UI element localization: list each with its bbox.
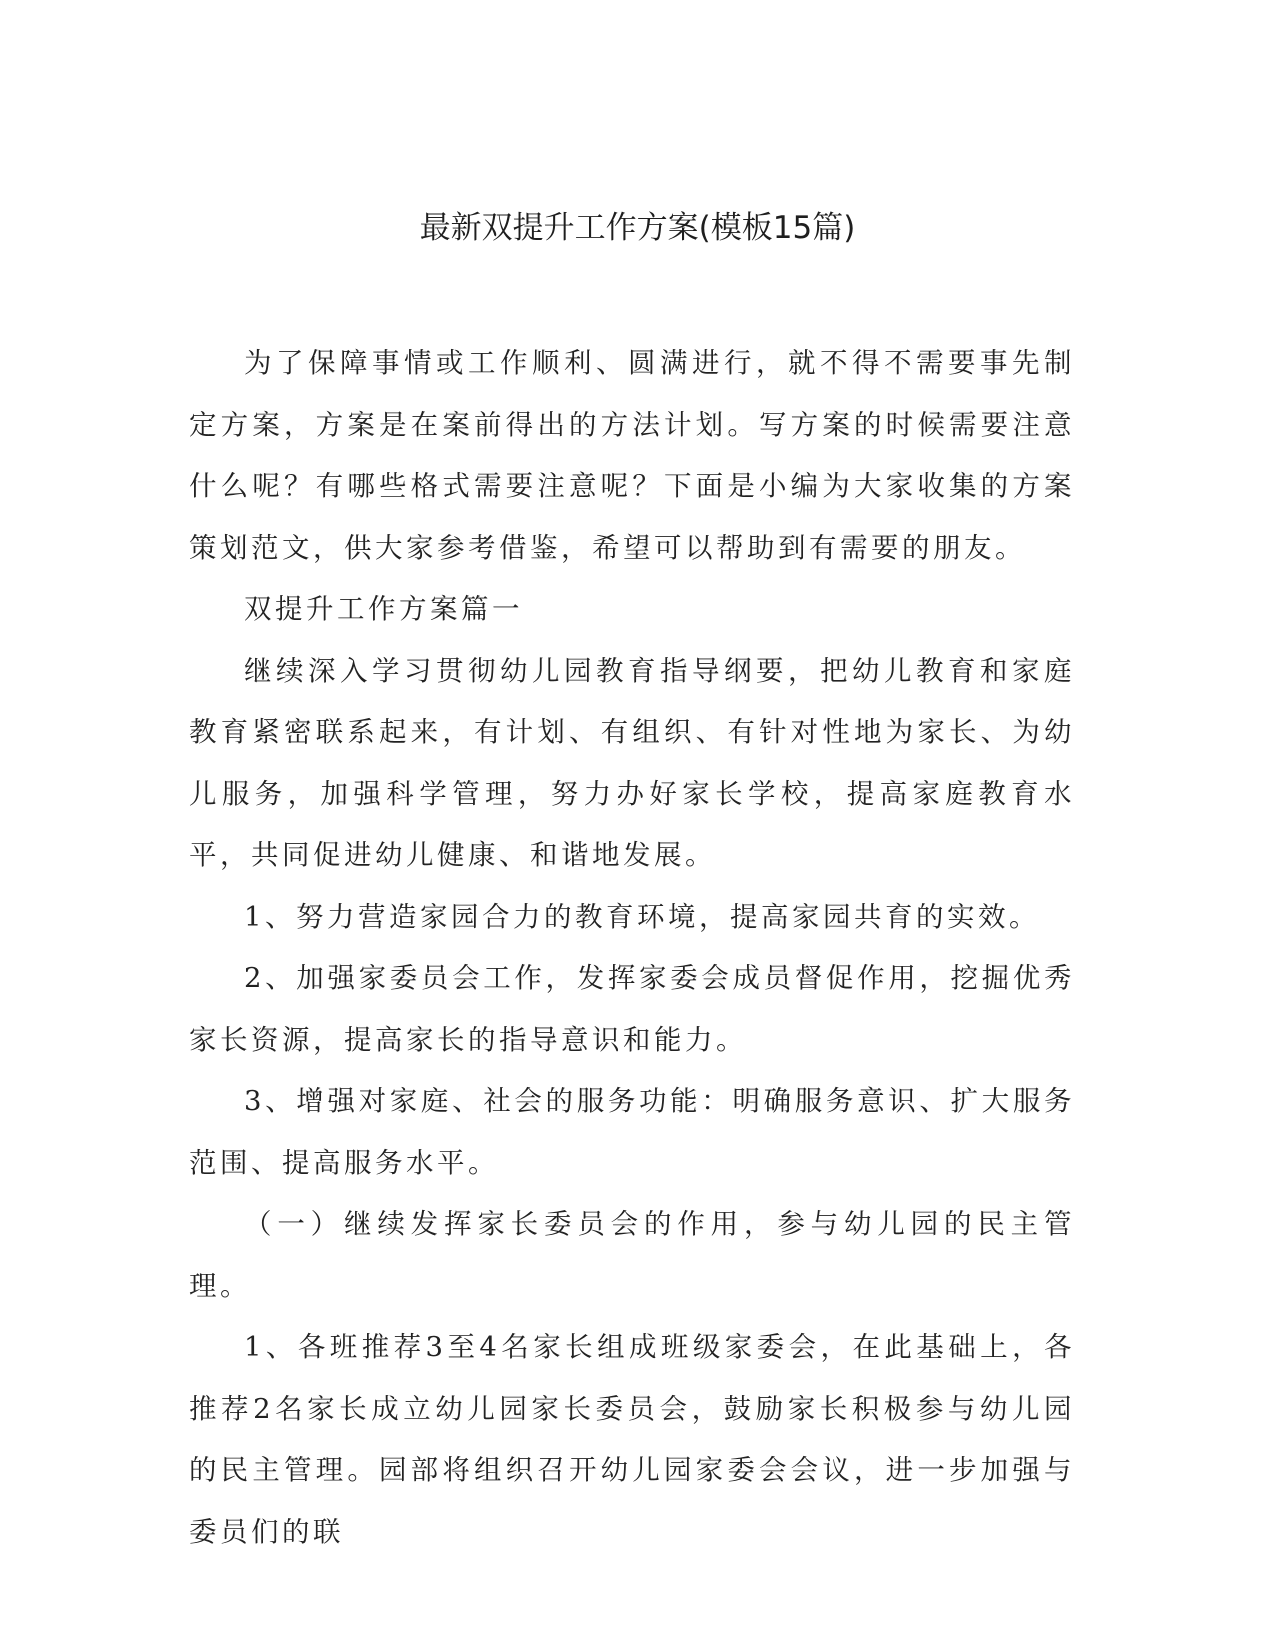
intro-paragraph: 为了保障事情或工作顺利、圆满进行，就不得不需要事先制定方案，方案是在案前得出的方法计划。写方案的时候需要注意什么呢？有哪些格式需要注意呢？下面是小编为大家收集的方案策划范文，供大家参考借鉴，希望可以帮助到有需要的朋友。 [189, 347, 1075, 564]
list-item: 2、加强家委员会工作，发挥家委会成员督促作用，挖掘优秀家长资源，提高家长的指导意识和能力。 [189, 962, 1075, 1056]
list-item: 3、增强对家庭、社会的服务功能：明确服务意识、扩大服务范围、提高服务水平。 [189, 1085, 1075, 1179]
section-heading: 双提升工作方案篇一 [244, 593, 523, 625]
body-paragraph: 继续深入学习贯彻幼儿园教育指导纲要，把幼儿教育和家庭教育紧密联系起来，有计划、有组织、有针对性地为家长、为幼儿服务，加强科学管理，努力办好家长学校，提高家庭教育水平，共同促进幼儿健康、和谐地发展。 [189, 654, 1075, 871]
list-item: 1、努力营造家园合力的教育环境，提高家园共育的实效。 [244, 900, 1040, 933]
document-body [189, 333, 1075, 1563]
document-title: 最新双提升工作方案(模板15篇) [419, 210, 856, 246]
subsection-heading: （一）继续发挥家长委员会的作用，参与幼儿园的民主管理。 [189, 1208, 1075, 1302]
list-item: 1、各班推荐3至4名家长组成班级家委会，在此基础上，各推荐2名家长成立幼儿园家长委员会，鼓励家长积极参与幼儿园的民主管理。园部将组织召开幼儿园家委会会议，进一步加强与委员们的联 [189, 1331, 1075, 1548]
